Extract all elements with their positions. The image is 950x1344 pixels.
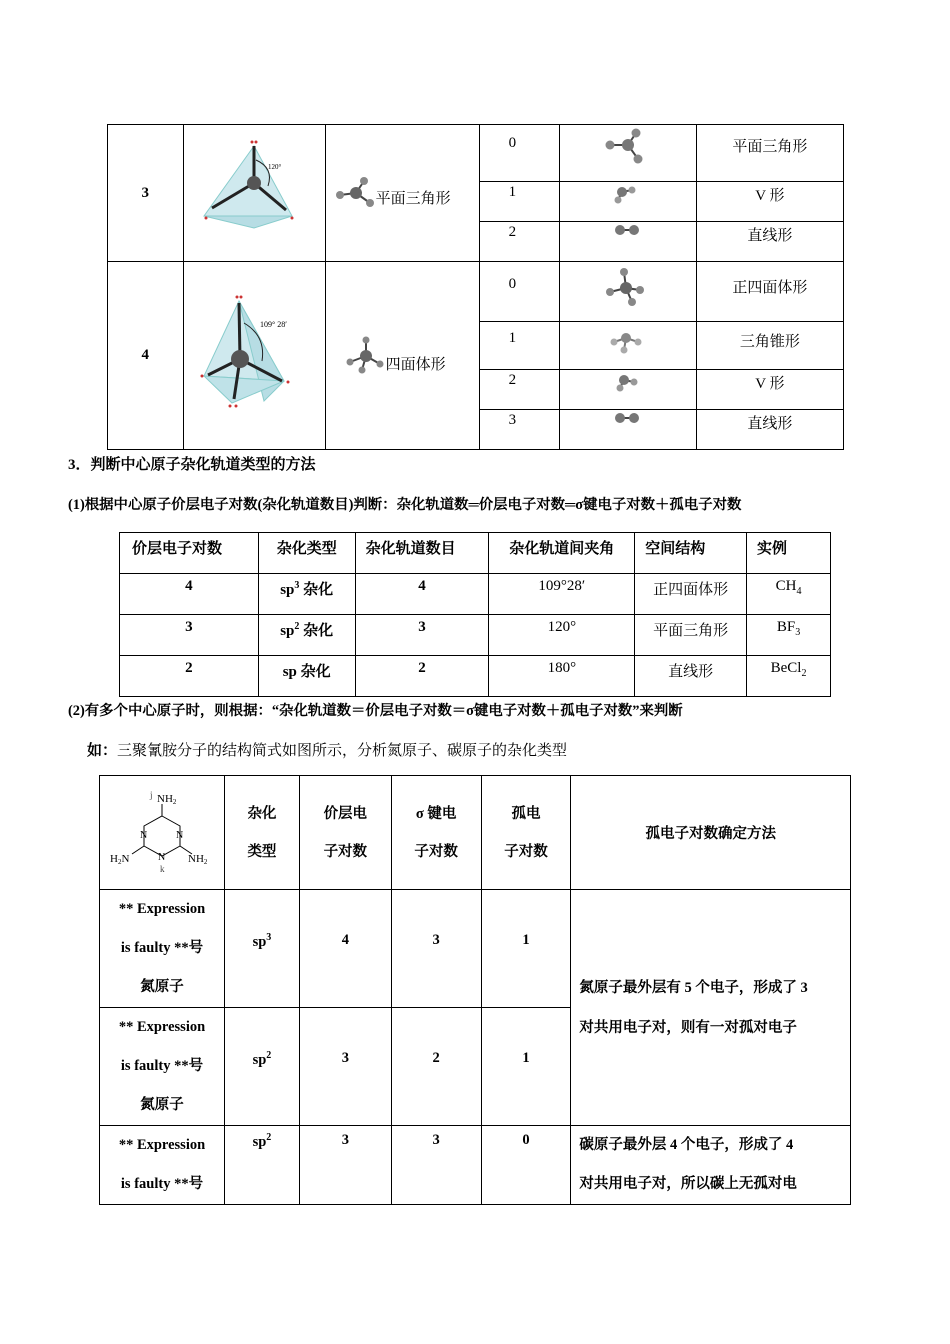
structure-cell: 平面三角形 [635,615,747,656]
type-cell: sp 杂化 [258,656,355,697]
hybrid-cell: $sp^2$ [225,1126,300,1205]
bent-molecule-icon [560,182,696,206]
atom-name-cell: ** Expression is faulty **号 氮原子 [100,890,225,1008]
angle-cell: 180° [489,656,635,697]
sigma-cell: 2 [391,1008,481,1126]
vsepr-table [107,124,844,450]
atom-name-cell: ** Expression is faulty **号 氮原子 [100,1008,225,1126]
header-sigma-pairs: σ 键电 子对数 [391,776,481,890]
electron-pair-count: 4 [108,262,184,450]
molecule-model-cell [559,125,696,182]
paragraph-1: (1)根据中心原子价层电子对数(杂化轨道数目)判断：杂化轨道数═价层电子对数═σ键电子对数＋孤电子对数 [68,497,742,513]
tetrahedral-icon [560,266,696,310]
valence-cell: 3 [299,1126,391,1205]
example-cell: BeCl$_2$ [747,656,831,697]
header-structure: 空间结构 [635,533,747,574]
header-method: 孤电子对数确定方法 [571,776,851,890]
ring-n: N [140,829,148,841]
hybrid-table [119,532,831,697]
section-heading: 3．判断中心原子杂化轨道类型的方法 [68,457,316,473]
lone-pair-count: 0 [480,262,560,322]
trigonal-planar-icon [560,127,696,167]
label-h2n: H2N [110,852,130,866]
paragraph-2: (2)有多个中心原子时，则根据：“杂化轨道数＝价层电子对数＝σ键电子对数＋孤电子对数”来判断 [68,703,683,719]
atom-name-cell: ** Expression is faulty **号 [100,1126,225,1205]
molecule-model-cell [559,182,696,222]
linear-molecule-icon [560,410,696,430]
geometry-cell [325,125,480,262]
shape-label: 三角锥形 [696,322,843,370]
structure-cell: 正四面体形 [635,574,747,615]
valence-cell: 4 [299,890,391,1008]
trigonal-pyramidal-icon [560,328,696,358]
type-cell: $sp^2$ 杂化 [258,615,355,656]
ring-n: N [158,851,166,863]
melamine-structure-cell [100,776,225,890]
pairs-cell: 4 [120,574,259,615]
header-valence-pairs: 价层电 子对数 [299,776,391,890]
lone-pair-count: 3 [480,410,560,450]
orbitals-cell: 2 [355,656,489,697]
melamine-structure-diagram [100,788,224,878]
structure-cell: 直线形 [635,656,747,697]
angle-label: 109° 28′ [259,319,287,329]
valence-cell: 3 [299,1008,391,1126]
shape-label: V 形 [696,182,843,222]
lone-cell: 1 [481,890,571,1008]
electron-pair-count: 3 [108,125,184,262]
method-nitrogen-cell: 氮原子最外层有 5 个电子，形成了 3 对共用电子对，则有一对孤对电子 [571,890,851,1126]
shape-label: 直线形 [696,410,843,450]
example-label: 如： [87,743,118,759]
method-carbon-cell: 碳原子最外层 4 个电子，形成了 4 对共用电子对，所以碳上无孤对电 [571,1126,851,1205]
angle-cell: 120° [489,615,635,656]
example-cell: $CH_4$ [747,574,831,615]
lone-pair-count: 0 [480,125,560,182]
header-example: 实例 [747,533,831,574]
trigonal-planar-molecule-icon [334,175,376,211]
molecule-model-cell [559,322,696,370]
type-cell: $sp^3$ 杂化 [258,574,355,615]
angle-label: 120° [267,163,281,171]
molecule-model-cell [559,222,696,262]
header-lone-pairs: 孤电 子对数 [481,776,571,890]
pairs-cell: 3 [120,615,259,656]
pairs-cell: 2 [120,656,259,697]
lone-cell: 1 [481,1008,571,1126]
melamine-table [99,775,851,1205]
header-hybrid-type: 杂化 类型 [225,776,300,890]
lone-pair-count: 1 [480,322,560,370]
shape-label: V 形 [696,370,843,410]
label-nh2-top: NH2 [157,792,177,806]
label-nh2-right: NH2 [188,852,208,866]
header-angle: 杂化轨道间夹角 [489,533,635,574]
tetrahedral-model-image [183,262,325,450]
label-k: k [160,863,165,874]
geometry-label: 平面三角形 [375,190,451,207]
header-pairs: 价层电子对数 [120,533,259,574]
lone-pair-count: 2 [480,370,560,410]
molecule-model-cell [559,410,696,450]
shape-label: 直线形 [696,222,843,262]
tetrahedral-molecule-icon [346,336,386,376]
molecule-model-cell [559,370,696,410]
shape-label: 正四面体形 [696,262,843,322]
header-orbitals: 杂化轨道数目 [355,533,489,574]
angle-cell: 109°28′ [489,574,635,615]
hybrid-cell: $sp^3$ [225,890,300,1008]
molecule-model-cell [559,262,696,322]
hybrid-cell: $sp^2$ [225,1008,300,1126]
shape-label: 平面三角形 [696,125,843,182]
sigma-cell: 3 [391,890,481,1008]
geometry-cell [325,262,480,450]
orbitals-cell: 3 [355,615,489,656]
lone-pair-count: 1 [480,182,560,222]
orbitals-cell: 4 [355,574,489,615]
example-text: 三聚氰胺分子的结构简式如图所示，分析氮原子、碳原子的杂化类型 [117,743,568,759]
lone-cell: 0 [481,1126,571,1205]
ring-n: N [176,829,184,841]
example-cell: $BF_3$ [747,615,831,656]
example-line [87,739,567,760]
sigma-cell: 3 [391,1126,481,1205]
bent-molecule-icon [560,370,696,394]
header-type: 杂化类型 [258,533,355,574]
linear-molecule-icon [560,222,696,242]
label-j: j [150,789,153,800]
lone-pair-count: 2 [480,222,560,262]
trigonal-model-image [183,125,325,262]
geometry-label: 四面体形 [385,357,446,373]
